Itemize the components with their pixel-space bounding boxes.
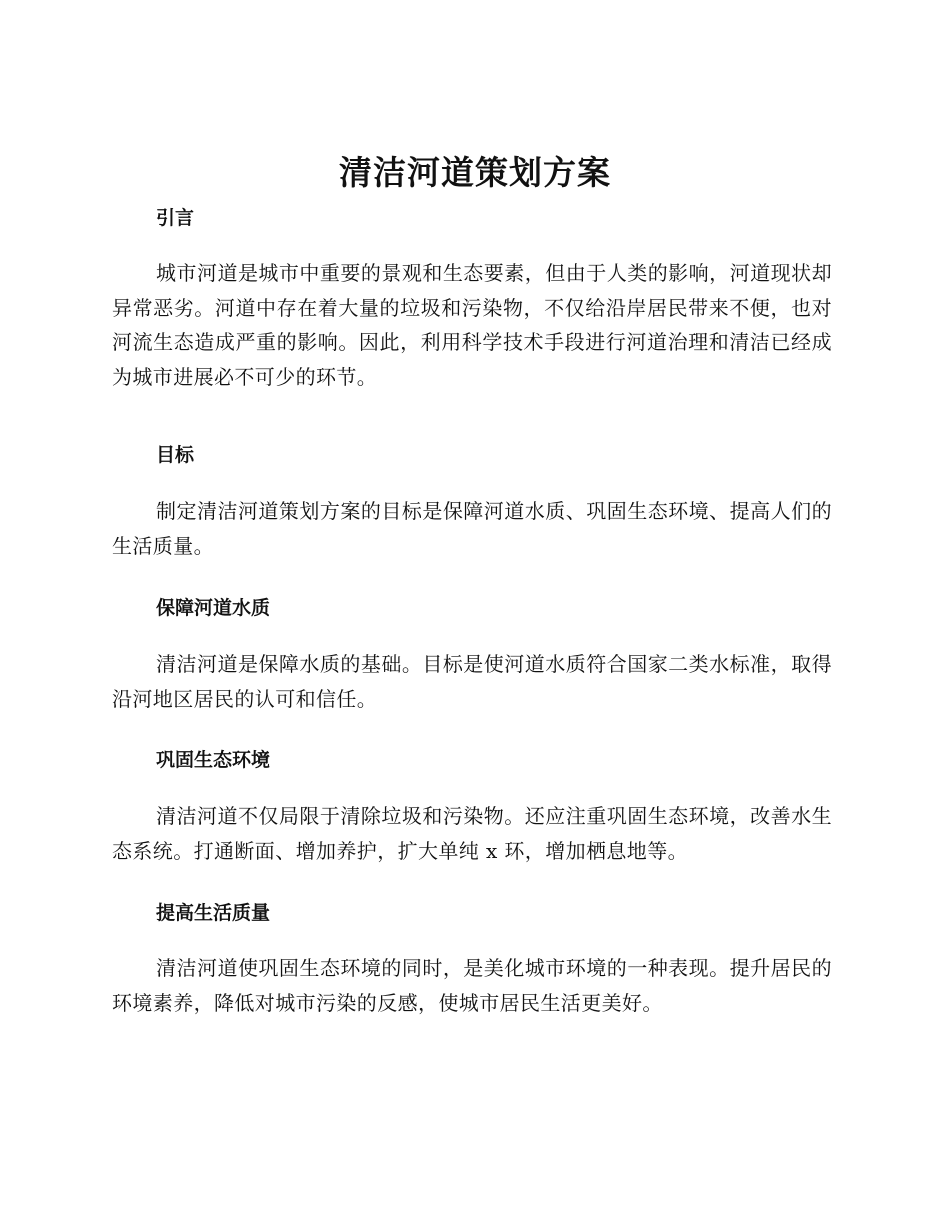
section-heading-quality-of-life: 提高生活质量 (156, 902, 271, 924)
document-title: 清洁河道策划方案 (339, 153, 611, 192)
section-paragraph-quality-of-life: 清洁河道使巩固生态环境的同时，是美化城市环境的一种表现。提升居民的环境素养，降低对城市污染的反感，使城市居民生活更美好。 (112, 956, 832, 1015)
section-paragraph-introduction: 城市河道是城市中重要的景观和生态要素，但由于人类的影响，河道现状却异常恶劣。河道中存在着大量的垃圾和污染物，不仅给沿岸居民带来不便，也对河流生态造成严重的影响。因此，利用科学技术手段进行河道治理和清洁已经成为城市进展必不可少的环节。 (112, 261, 832, 389)
section-paragraph-ecology: 清洁河道不仅局限于清除垃圾和污染物。还应注重巩固生态环境，改善水生态系统。打通断面、增加养护，扩大单纯 x 环，增加栖息地等。 (112, 804, 832, 863)
section-heading-introduction: 引言 (156, 207, 195, 229)
section-heading-water-quality: 保障河道水质 (156, 597, 271, 619)
section-heading-goals: 目标 (156, 444, 195, 466)
section-paragraph-water-quality: 清洁河道是保障水质的基础。目标是使河道水质符合国家二类水标准，取得沿河地区居民的认可和信任。 (112, 652, 832, 711)
section-paragraph-goals: 制定清洁河道策划方案的目标是保障河道水质、巩固生态环境、提高人们的生活质量。 (112, 499, 832, 558)
section-heading-ecology: 巩固生态环境 (156, 749, 271, 771)
